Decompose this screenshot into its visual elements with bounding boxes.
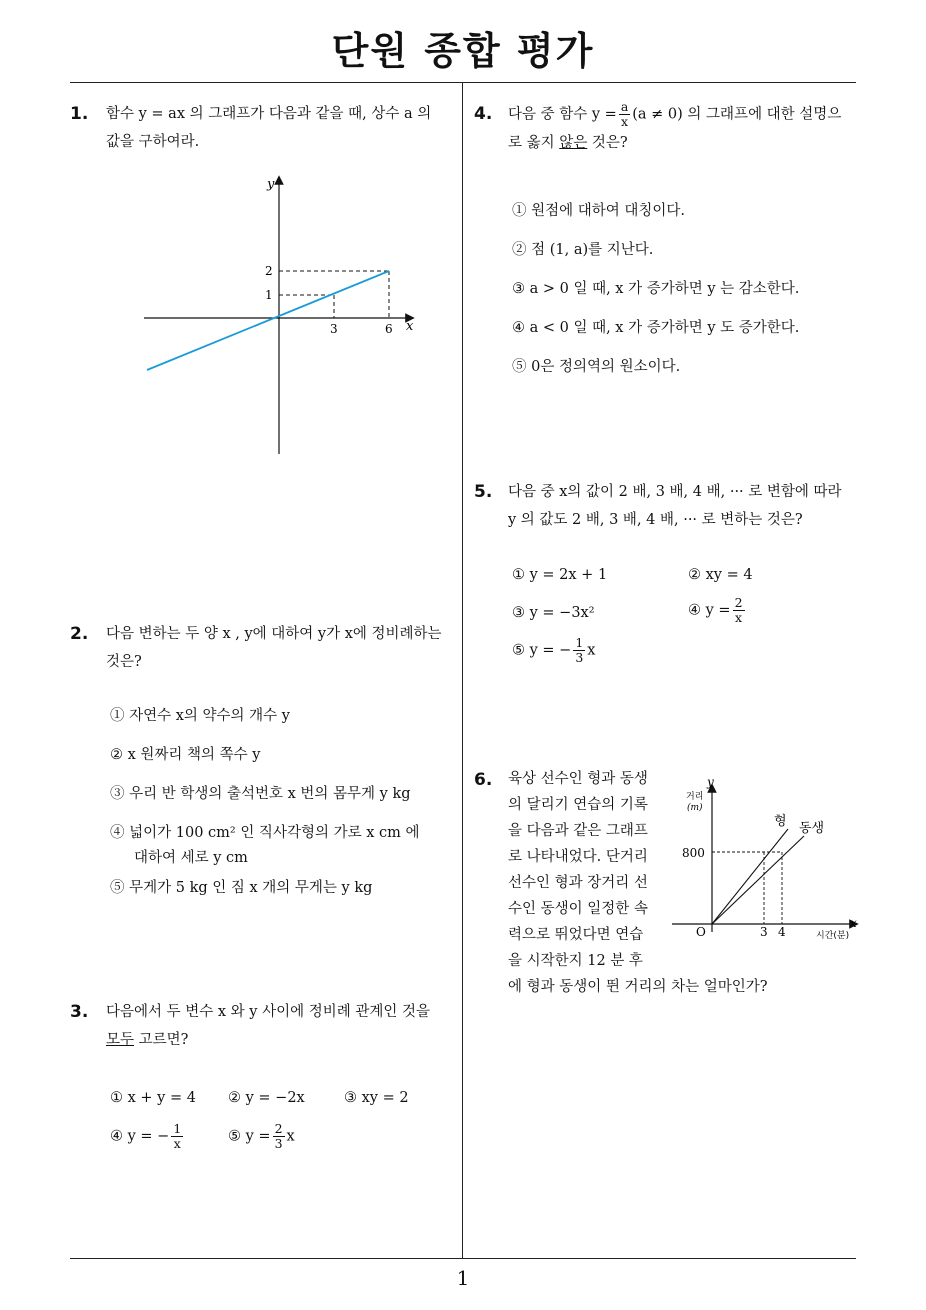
q3-option-1[interactable]: ① x + y = 4 [110,1090,196,1106]
q2-option-4[interactable]: ④ 넓이가 100 cm² 인 직사각형의 가로 x cm 에 [110,825,420,841]
q6-line-brother [712,829,788,924]
q6-line-6: 수인 동생이 일정한 속 [508,901,648,917]
q1-y-tick-2: 2 [265,264,273,278]
q4-option-3[interactable]: ③ a > 0 일 때, x 가 증가하면 y 는 감소한다. [512,281,800,297]
q2-text [106,620,456,676]
q2-option-3[interactable]: ③ 우리 반 학생의 출석번호 x 번의 몸무게 y kg [110,786,411,802]
q6-series-younger-brother: 동생 [799,821,825,836]
q3-line2: 모두 고르면? [106,1032,189,1048]
q6-line-3: 을 다음과 같은 그래프 [508,823,648,839]
q3-number: 3. [70,1002,89,1022]
column-divider [462,82,463,1258]
q6-line-1: 육상 선수인 형과 동생 [508,771,648,787]
q6-line-8: 을 시작한지 12 분 후 [508,953,643,969]
q6-line-4: 로 나타내었다. 단거리 [508,849,648,865]
q1-y-axis-label: y [267,177,275,192]
q5-opt5-fraction: $\frac{1}{3}$ [575,635,584,665]
q2-option-5[interactable]: ⑤ 무게가 5 kg 인 짐 x 개의 무게는 y kg [110,880,373,896]
q2-line1: 다음 변하는 두 양 x , y에 대하여 y가 x에 정비례하는 [106,626,442,642]
q5-line2: y 의 값도 2 배, 3 배, 4 배, ··· 로 변하는 것은? [508,512,803,528]
q4-text [508,100,868,157]
q3-option-4[interactable]: ④ y = − $\frac{1}{x}$ [110,1121,182,1151]
q2-option-1[interactable]: ① 자연수 x의 약수의 개수 y [110,708,290,724]
q6-line-7: 력으로 뛰었다면 연습 [508,927,644,943]
q4-option-4[interactable]: ④ a < 0 일 때, x 가 증가하면 y 도 증가한다. [512,320,800,336]
q1-text [106,100,456,156]
q6-graph [668,772,864,944]
q3-opt4-fraction: $\frac{1}{x}$ [173,1121,182,1151]
q2-option-4-cont: 대하여 세로 y cm [134,850,248,866]
q1-x-tick-6: 6 [385,322,393,336]
q4-option-2[interactable]: ② 점 (1, a)를 지난다. [512,242,654,258]
page-number: 1 [456,1266,470,1290]
top-rule [70,82,856,83]
q6-line-5: 선수인 형과 장거리 선 [508,875,648,891]
q5-option-4[interactable]: ④ y = $\frac{2}{x}$ [688,595,743,625]
q4-number: 4. [474,104,493,124]
q5-option-5[interactable]: ⑤ y = − $\frac{1}{3}$ x [512,635,596,665]
q6-y-label-1: 거리 [686,792,704,802]
q6-y-tick-800: 800 [682,846,705,860]
q4-option-1[interactable]: ① 원점에 대하여 대칭이다. [512,203,686,219]
q5-option-3[interactable]: ③ y = −3x² [512,605,595,621]
q6-line-2: 의 달리기 연습의 기록 [508,797,648,813]
q4-emphasis: 않은 [559,135,588,151]
q6-x-tick-4: 4 [778,925,786,939]
q3-option-3[interactable]: ③ xy = 2 [344,1090,409,1106]
q6-y-axis-label: y [707,775,714,789]
q4-fraction: $\frac{a}{x}$ [620,99,629,129]
bottom-rule [70,1258,856,1259]
q1-line2: 값을 구하여라. [106,134,200,150]
q1-y-tick-1: 1 [265,288,273,302]
q2-line2: 것은? [106,654,142,670]
q1-line-y-ax [147,271,389,370]
q6-x-axis-label: x [850,916,857,930]
q1-x-axis-label: x [406,319,414,334]
q1-number: 1. [70,104,89,124]
q6-line-younger-brother [712,836,804,924]
q6-number: 6. [474,770,493,790]
q1-graph [140,170,430,460]
q1-x-tick-3: 3 [330,322,338,336]
q5-number: 5. [474,482,493,502]
q5-option-2[interactable]: ② xy = 4 [688,567,753,583]
q6-x-tick-3: 3 [760,925,768,939]
q2-option-2[interactable]: ② x 원짜리 책의 쪽수 y [110,747,261,763]
q6-series-brother: 형 [774,814,787,829]
q4-line2: 로 옳지 않은 것은? [508,135,628,151]
page-title: 단원 종합 평가 [331,29,595,73]
q6-origin: O [696,925,706,939]
q5-line1: 다음 중 x의 값이 2 배, 3 배, 4 배, ··· 로 변함에 따라 [508,484,842,500]
q2-number: 2. [70,624,89,644]
q4-line1: 다음 중 함수 y = $\frac{a}{x}$ (a ≠ 0) 의 그래프에 대한 설명으 [508,99,842,129]
q5-option-1[interactable]: ① y = 2x + 1 [512,567,608,583]
q5-opt4-fraction: $\frac{2}{x}$ [734,595,743,625]
q6-y-label-2: (m) [687,803,703,813]
q6-x-label: 시간(분) [816,931,850,941]
q6-line-9: 에 형과 동생이 뛴 거리의 차는 얼마인가? [508,979,768,995]
q3-opt5-fraction: $\frac{2}{3}$ [274,1121,283,1151]
q3-emphasis: 모두 [106,1032,135,1048]
q3-option-5[interactable]: ⑤ y = $\frac{2}{3}$ x [228,1121,295,1151]
q1-line1: 함수 y = ax 의 그래프가 다음과 같을 때, 상수 a 의 [106,106,432,122]
q3-option-2[interactable]: ② y = −2x [228,1090,305,1106]
q3-text [106,998,456,1054]
q4-option-5[interactable]: ⑤ 0은 정의역의 원소이다. [512,359,681,375]
q3-line1: 다음에서 두 변수 x 와 y 사이에 정비례 관계인 것을 [106,1004,430,1020]
q5-text [508,478,868,534]
